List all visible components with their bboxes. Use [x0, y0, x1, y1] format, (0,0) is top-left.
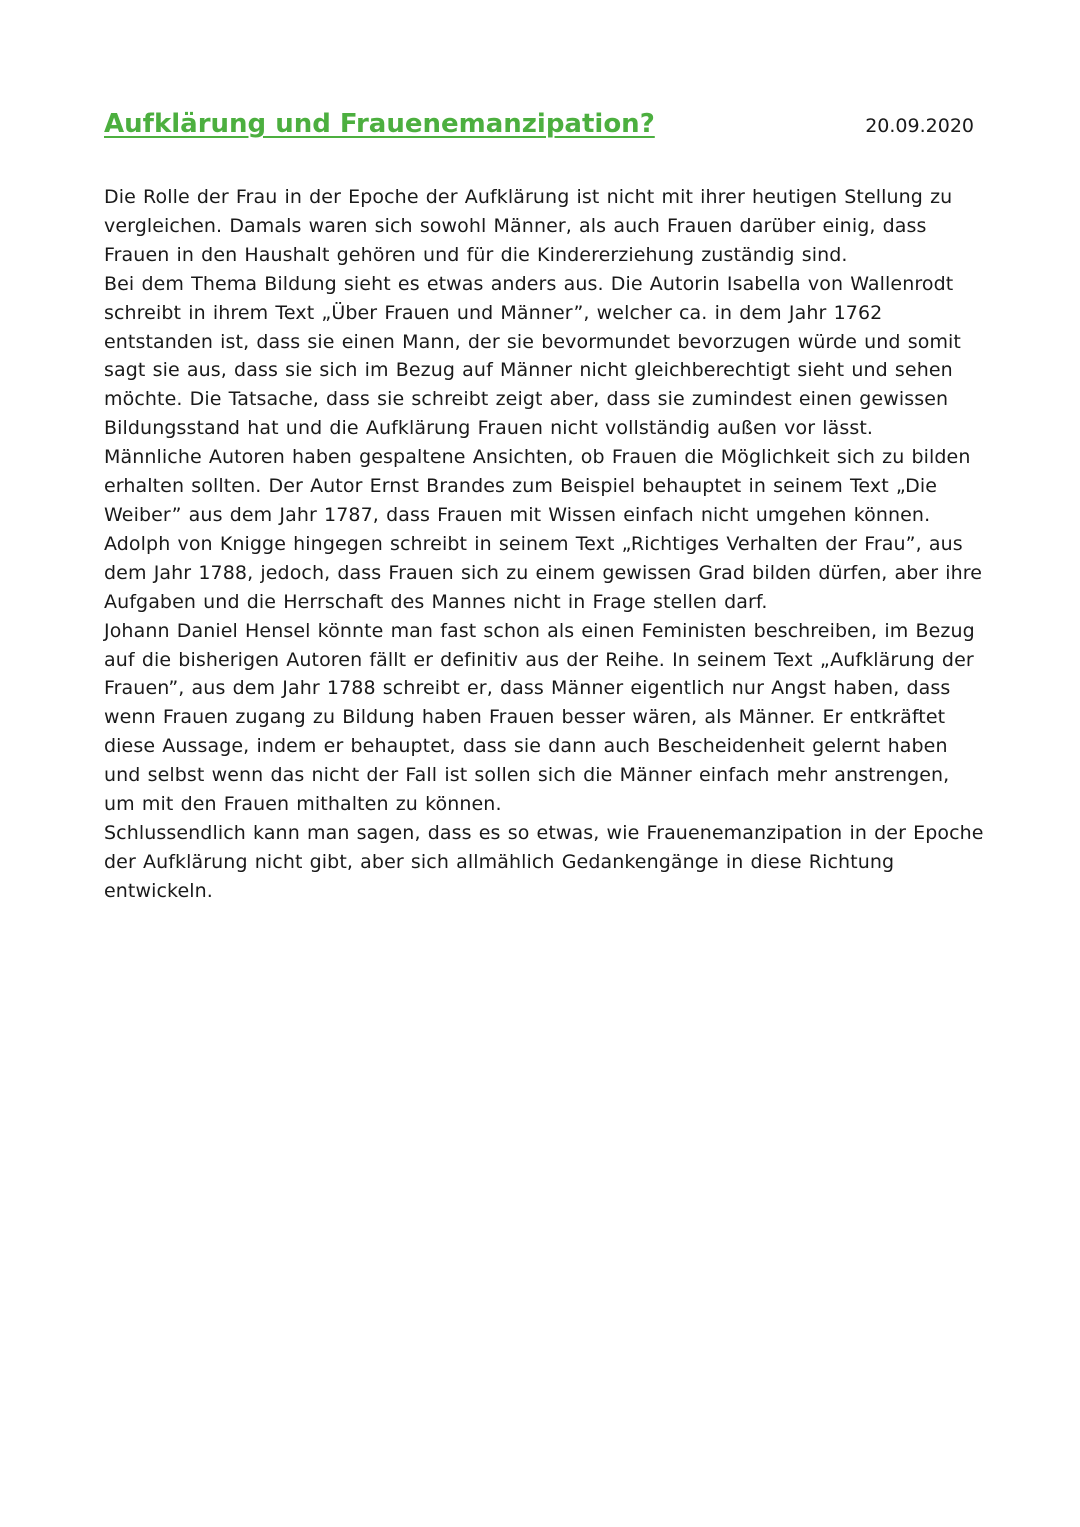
- paragraph-1: Die Rolle der Frau in der Epoche der Aufklärung ist nicht mit ihrer heutigen Stellung zu vergleichen. Damals waren sich sowohl Männer, als auch Frauen darüber einig, dass Frauen in den Haushalt gehören und für die Kindererziehung zuständig sind.: [104, 186, 953, 266]
- paragraph-4: Adolph von Knigge hingegen schreibt in seinem Text „Richtiges Verhalten der Frau”, aus dem Jahr 1788, jedoch, dass Frauen sich zu einem gewissen Grad bilden dürfen, aber ihre Aufgaben und die Herrschaft des Mannes nicht in Frage stellen darf.: [104, 532, 983, 613]
- paragraph-5: Johann Daniel Hensel könnte man fast schon als einen Feministen beschreiben, im Bezug auf die bisherigen Autoren fällt er definitiv aus der Reihe. In seinem Text „Aufklärung der Frauen”, aus dem Jahr 1788 schreibt er, dass Männer eigentlich nur Angst haben, dass wenn Frauen zugang zu Bildung haben Frauen besser wären, als Männer. Er entkräftet diese Aussage, indem er behauptet, dass sie dann auch Bescheidenheit gelernt haben und selbst wenn das nicht der Fall ist sollen sich die Männer einfach mehr anstrengen, um mit den Frauen mithalten zu können.: [104, 619, 975, 816]
- document-title: Aufklärung und Frauenemanzipation?: [104, 109, 655, 139]
- paragraph-2: Bei dem Thema Bildung sieht es etwas anders aus. Die Autorin Isabella von Wallenrodt schreibt in ihrem Text „Über Frauen und Männer”, welcher ca. in dem Jahr 1762 entstanden ist, dass sie einen Mann, der sie bevormundet bevorzugen würde und somit sagt sie aus, dass sie sich im Bezug auf Männer nicht gleichberechtigt sieht und sehen möchte. Die Tatsache, dass sie schreibt zeigt aber, dass sie zumindest einen gewissen Bildungsstand hat und die Aufklärung Frauen nicht vollständig außen vor lässt.: [104, 272, 961, 440]
- paragraph-3: Männliche Autoren haben gespaltene Ansichten, ob Frauen die Möglichkeit sich zu bilden erhalten sollten. Der Autor Ernst Brandes zum Beispiel behauptet in seinem Text „Die Weiber” aus dem Jahr 1787, dass Frauen mit Wissen einfach nicht umgehen können.: [104, 446, 971, 526]
- document-body: [104, 183, 984, 906]
- paragraph-6: Schlussendlich kann man sagen, dass es so etwas, wie Frauenemanzipation in der Epoche der Aufklärung nicht gibt, aber sich allmählich Gedankengänge in diese Richtung entwickeln.: [104, 821, 984, 902]
- document-header: [104, 104, 974, 150]
- document-date: 20.09.2020: [865, 115, 974, 137]
